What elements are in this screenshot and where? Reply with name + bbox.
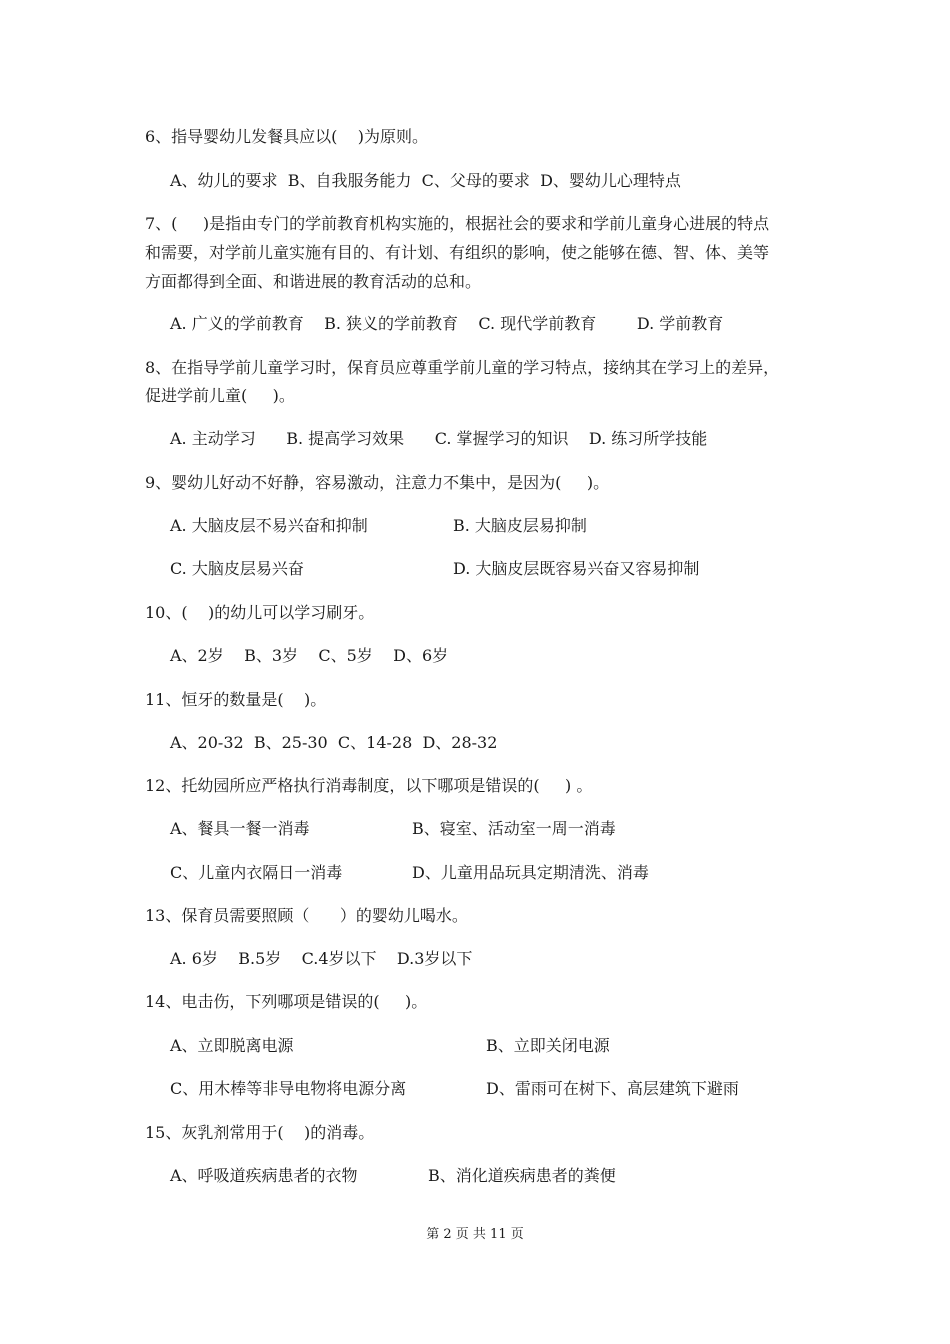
question-8-stem-line-1: 8、在指导学前儿童学习时，保育员应尊重学前儿童的学习特点，接纳其在学习上的差异，: [145, 358, 780, 377]
question-12-option-d: D、儿童用品玩具定期清洗、消毒: [412, 863, 649, 882]
question-14-option-b: B、立即关闭电源: [486, 1036, 610, 1055]
question-7-options: A. 广义的学前教育 B. 狭义的学前教育 C. 现代学前教育 D. 学前教育: [170, 314, 724, 333]
question-7-stem-line-1: 7、( )是指由专门的学前教育机构实施的，根据社会的要求和学前儿童身心进展的特点: [145, 214, 770, 233]
question-12-option-b: B、寝室、活动室一周一消毒: [412, 819, 616, 838]
question-9-option-d: D. 大脑皮层既容易兴奋又容易抑制: [453, 559, 700, 578]
question-6-options: A、幼儿的要求 B、自我服务能力 C、父母的要求 D、婴幼儿心理特点: [170, 171, 681, 190]
question-9-option-b: B. 大脑皮层易抑制: [453, 516, 587, 535]
question-9-option-c: C. 大脑皮层易兴奋: [170, 559, 304, 578]
question-7-stem-line-2: 和需要，对学前儿童实施有目的、有计划、有组织的影响，使之能够在德、智、体、美等: [145, 243, 770, 262]
question-13-options: A. 6岁 B.5岁 C.4岁以下 D.3岁以下: [170, 949, 473, 968]
question-8-options: A. 主动学习 B. 提高学习效果 C. 掌握学习的知识 D. 练习所学技能: [170, 429, 708, 448]
question-9-stem: 9、婴幼儿好动不好静，容易激动，注意力不集中，是因为( )。: [145, 473, 610, 492]
question-10-stem: 10、( )的幼儿可以学习刷牙。: [145, 603, 375, 622]
question-12-option-a: A、餐具一餐一消毒: [170, 819, 310, 838]
page-footer: 第 2 页 共 11 页: [426, 1227, 524, 1242]
question-12-option-c: C、儿童内衣隔日一消毒: [170, 863, 343, 882]
question-14-option-d: D、雷雨可在树下、高层建筑下避雨: [486, 1079, 739, 1098]
question-13-stem: 13、保育员需要照顾（ ）的婴幼儿喝水。: [145, 906, 468, 925]
question-14-option-c: C、用木棒等非导电物将电源分离: [170, 1079, 407, 1098]
question-8-stem-line-2: 促进学前儿童( )。: [145, 386, 295, 405]
question-11-options: A、20-32 B、25-30 C、14-28 D、28-32: [170, 733, 498, 752]
question-10-options: A、2岁 B、3岁 C、5岁 D、6岁: [170, 646, 449, 665]
question-12-stem: 12、托幼园所应严格执行消毒制度，以下哪项是错误的( ) 。: [145, 776, 593, 795]
question-7-stem-line-3: 方面都得到全面、和谐进展的教育活动的总和。: [145, 272, 482, 291]
question-14-option-a: A、立即脱离电源: [170, 1036, 294, 1055]
question-15-option-a: A、呼吸道疾病患者的衣物: [170, 1166, 358, 1185]
question-9-option-a: A. 大脑皮层不易兴奋和抑制: [170, 516, 368, 535]
question-15-stem: 15、灰乳剂常用于( )的消毒。: [145, 1123, 375, 1142]
question-6-stem: 6、指导婴幼儿发餐具应以( )为原则。: [145, 127, 429, 146]
question-15-option-b: B、消化道疾病患者的粪便: [428, 1166, 616, 1185]
question-11-stem: 11、恒牙的数量是( )。: [145, 690, 327, 709]
question-14-stem: 14、电击伤，下列哪项是错误的( )。: [145, 992, 428, 1011]
